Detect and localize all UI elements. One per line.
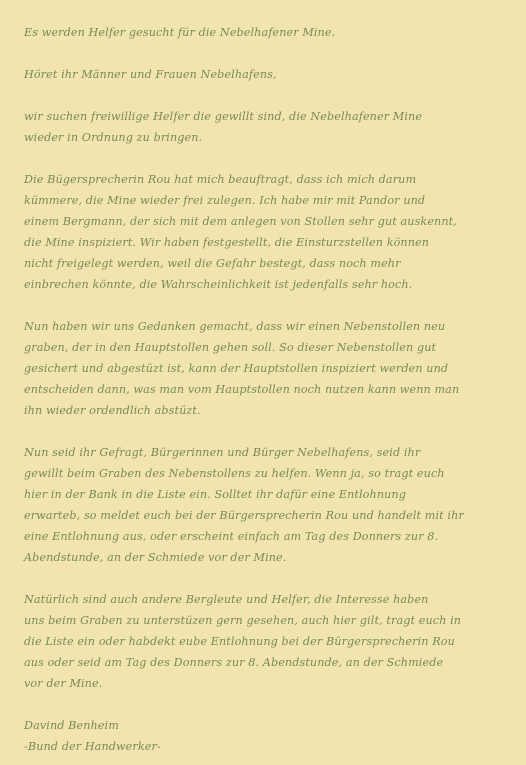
paragraph-5 bbox=[24, 589, 508, 694]
greeting-line: Höret ihr Männer und Frauen Nebelhafens, bbox=[24, 68, 277, 81]
paragraph-line: entscheiden dann, was man vom Hauptstollen noch nutzen kann wenn man bbox=[24, 383, 460, 396]
paragraph-line: gesichert und abgestüzt ist, kann der Hauptstollen inspiziert werden und bbox=[24, 362, 449, 375]
paragraph-line: ihn wieder ordendlich abstüzt. bbox=[24, 404, 201, 417]
paragraph-line: einbrechen könnte, die Wahrscheinlichkeit ist jedenfalls sehr hoch. bbox=[24, 278, 413, 291]
paragraph-line: gewillt beim Graben des Nebenstollens zu helfen. Wenn ja, so tragt euch bbox=[24, 467, 445, 480]
paragraph-line: nicht freigelegt werden, weil die Gefahr bestegt, dass noch mehr bbox=[24, 257, 401, 270]
signature-guild: -Bund der Handwerker- bbox=[24, 740, 161, 753]
paragraph-3 bbox=[24, 316, 508, 421]
paragraph-line: die Liste ein oder habdekt eube Entlohnung bei der Bürgersprecherin Rou bbox=[24, 635, 455, 648]
notice-heading: Es werden Helfer gesucht für die Nebelhafener Mine. bbox=[24, 26, 336, 39]
paragraph-line: Natürlich sind auch andere Bergleute und Helfer, die Interesse haben bbox=[24, 593, 429, 606]
signature-name: Davind Benheim bbox=[24, 719, 119, 732]
paragraph-line: die Mine inspiziert. Wir haben festgestellt, die Einsturzstellen können bbox=[24, 236, 430, 249]
paragraph-line: kümmere, die Mine wieder frei zulegen. Ich habe mir mit Pandor und bbox=[24, 194, 426, 207]
paragraph-line: wieder in Ordnung zu bringen. bbox=[24, 131, 203, 144]
paragraph-line: Die Bügersprecherin Rou hat mich beauftragt, dass ich mich darum bbox=[24, 173, 417, 186]
paragraph-line: graben, der in den Hauptstollen gehen soll. So dieser Nebenstollen gut bbox=[24, 341, 437, 354]
signature-block bbox=[24, 715, 508, 757]
paragraph-line: Nun haben wir uns Gedanken gemacht, dass wir einen Nebenstollen neu bbox=[24, 320, 446, 333]
paragraph-line: eine Entlohnung aus, oder erscheint einfach am Tag des Donners zur 8. bbox=[24, 530, 439, 543]
paragraph-1 bbox=[24, 106, 508, 148]
paragraph-line: vor der Mine. bbox=[24, 677, 103, 690]
notice-heading-block bbox=[24, 22, 508, 43]
paragraph-4 bbox=[24, 442, 508, 568]
paragraph-line: wir suchen freiwillige Helfer die gewillt sind, die Nebelhafener Mine bbox=[24, 110, 423, 123]
paragraph-line: erwarteb, so meldet euch bei der Bürgersprecherin Rou und handelt mit ihr bbox=[24, 509, 464, 522]
paragraph-2 bbox=[24, 169, 508, 295]
paragraph-line: Nun seid ihr Gefragt, Bürgerinnen und Bürger Nebelhafens, seid ihr bbox=[24, 446, 421, 459]
paragraph-line: einem Bergmann, der sich mit dem anlegen von Stollen sehr gut auskennt, bbox=[24, 215, 457, 228]
greeting-block bbox=[24, 64, 508, 85]
paragraph-line: Abendstunde, an der Schmiede vor der Mine. bbox=[24, 551, 287, 564]
paragraph-line: hier in der Bank in die Liste ein. Solltet ihr dafür eine Entlohnung bbox=[24, 488, 406, 501]
paragraph-line: uns beim Graben zu unterstüzen gern gesehen, auch hier gilt, tragt euch in bbox=[24, 614, 462, 627]
paragraph-line: aus oder seid am Tag des Donners zur 8. Abendstunde, an der Schmiede bbox=[24, 656, 444, 669]
